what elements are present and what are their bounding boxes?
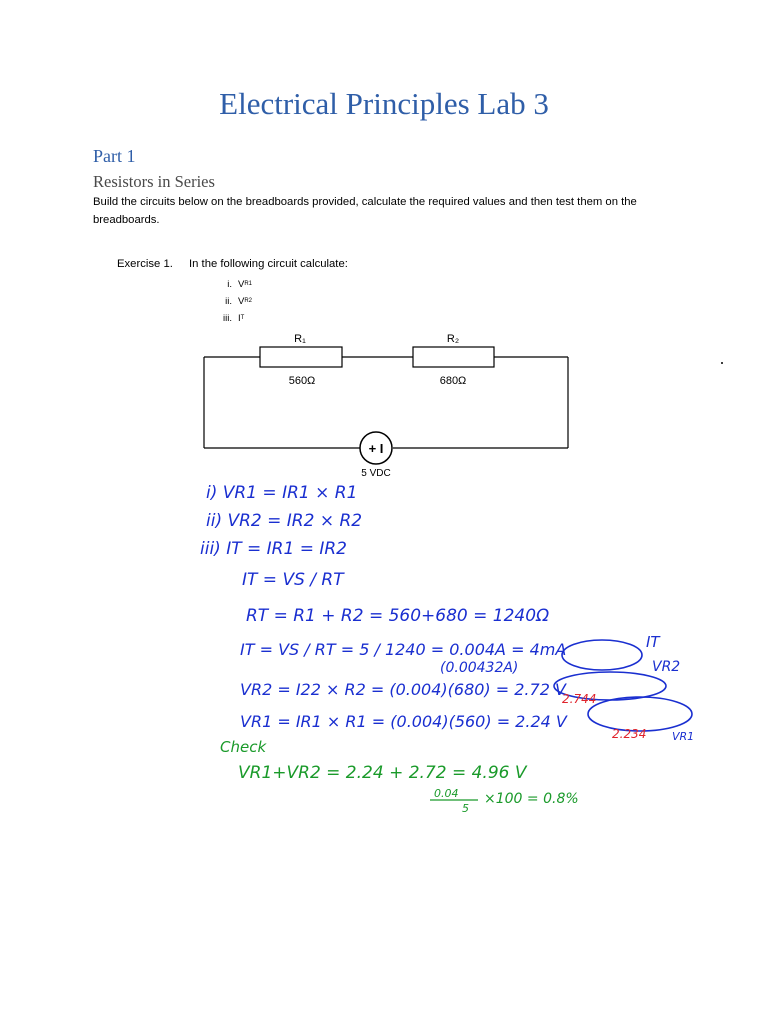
hw-line-vr1-value: VR1 = IR1 × R1 = (0.004)(560) = 2.24 V <box>240 712 567 731</box>
hw-line-vr1-formula: i) VR1 = IR1 × R1 <box>206 483 358 503</box>
item-subscript: R2 <box>244 298 253 304</box>
intro-paragraph: Build the circuits below on the breadboards provided, calculate the required values and then test them on the breadboards. <box>93 196 637 226</box>
source-polarity: + I <box>368 441 384 456</box>
resistor-r2 <box>413 347 494 367</box>
item-number: iii. <box>223 313 232 324</box>
part-heading: Part 1 <box>93 146 136 166</box>
hw-red-note-vr2: 2.744 <box>562 692 597 706</box>
exercise-text: In the following circuit calculate: <box>189 258 348 270</box>
hw-percent-denominator: 5 <box>462 802 469 815</box>
r1-label: R₁ <box>294 333 306 345</box>
hw-line-vr2-formula: ii) VR2 = IR2 × R2 <box>206 511 363 531</box>
exercise-label: Exercise 1. <box>117 258 173 270</box>
section-subheading: Resistors in Series <box>93 172 215 191</box>
hw-line-it-equal: iii) IT = IR1 = IR2 <box>200 539 347 559</box>
item-subscript: R1 <box>244 281 253 287</box>
hw-side-note-vr2: VR2 <box>652 659 681 675</box>
hw-side-note-it: IT <box>646 633 660 651</box>
hw-percent-result: ×100 = 0.8% <box>484 791 579 807</box>
r1-value: 560Ω <box>288 375 316 387</box>
item-symbol: V <box>238 296 245 307</box>
item-number: ii. <box>225 296 232 307</box>
hw-check-line: VR1+VR2 = 2.24 + 2.72 = 4.96 V <box>238 763 527 783</box>
circle-answer-vr1 <box>588 697 692 731</box>
hw-line-vr2-value: VR2 = I22 × R2 = (0.004)(680) = 2.72 V <box>240 680 566 699</box>
r2-value: 680Ω <box>439 375 467 387</box>
resistor-r1 <box>260 347 342 367</box>
hw-check-label: Check <box>220 738 267 756</box>
hw-percent-numerator: 0.04 <box>434 787 459 800</box>
hw-line-it-ratio: IT = VS / RT <box>242 570 344 590</box>
item-subscript: T <box>240 315 245 321</box>
hw-side-note-vr1: VR1 <box>672 730 695 743</box>
hw-line-rt: RT = R1 + R2 = 560+680 = 1240Ω <box>246 606 550 626</box>
page-title: Electrical Principles Lab 3 <box>219 86 549 121</box>
hw-red-note-vr1: 2.234 <box>612 727 647 741</box>
item-number: i. <box>227 279 232 290</box>
item-symbol: V <box>238 279 245 290</box>
circle-answer-it <box>562 640 642 670</box>
item-symbol: I <box>238 313 241 324</box>
hw-line-it-value: IT = VS / RT = 5 / 1240 = 0.004A = 4mA <box>240 640 567 659</box>
source-label: 5 VDC <box>361 468 391 479</box>
r2-label: R₂ <box>446 333 460 345</box>
hw-line-it-precise: (0.00432A) <box>440 660 519 676</box>
stray-dot <box>721 362 723 364</box>
